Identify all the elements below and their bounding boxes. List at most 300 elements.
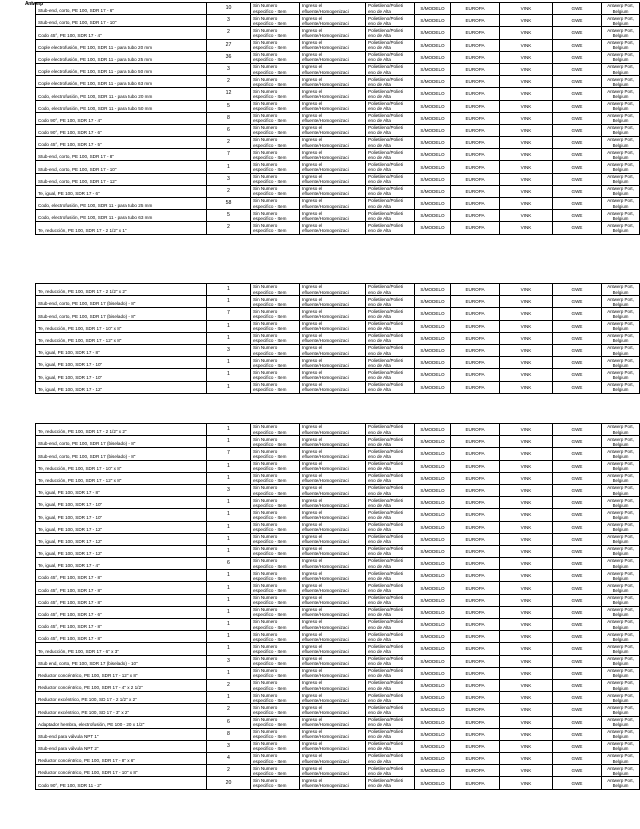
item-material bbox=[366, 521, 415, 533]
item-material-line-2: eno de Alta bbox=[368, 466, 391, 472]
item-description: Codo 45°, PE 100, SDR 17 - 8" bbox=[36, 631, 207, 643]
item-material-line-2: eno de Alta bbox=[368, 478, 391, 484]
item-brand: VINK bbox=[500, 381, 553, 393]
item-description: Stub end, corto, PE 100, SDR 17 (biselado) - 10" bbox=[36, 655, 207, 667]
item-quantity: 1 bbox=[207, 570, 251, 582]
table-row bbox=[36, 320, 640, 332]
item-use-line-1: Ingreso el bbox=[302, 680, 323, 686]
item-supplier: GWE bbox=[553, 357, 602, 369]
item-use-line-1: Ingreso el bbox=[302, 546, 323, 552]
item-model: S/MODELO bbox=[415, 436, 451, 448]
table-row bbox=[36, 63, 640, 75]
item-number-line-2: especifico - Item bbox=[253, 514, 287, 520]
item-description: Te, reducción, PE 100, SDR 17 - 12" x 8" bbox=[36, 472, 207, 484]
item-origin: EUROPA bbox=[451, 740, 500, 752]
item-port-line-1: Antwerp Port, bbox=[607, 497, 634, 503]
table-row bbox=[36, 76, 640, 88]
item-description: Codo, electrofusión, PE 100, SDR 11 - para tubo 25 mm bbox=[36, 198, 207, 210]
item-use bbox=[300, 76, 366, 88]
item-supplier: GWE bbox=[553, 704, 602, 716]
item-port bbox=[602, 655, 640, 667]
table-row bbox=[36, 497, 640, 509]
item-description: Stub-end, corto, PE 100, SDR 17 (biselado) - 8" bbox=[36, 308, 207, 320]
item-use bbox=[300, 320, 366, 332]
item-port-line-2: Belgium bbox=[612, 313, 629, 319]
item-number-line-2: especifico - Item bbox=[253, 734, 287, 740]
item-material-line-2: eno de Alta bbox=[368, 374, 391, 380]
item-port-line-2: Belgium bbox=[612, 215, 629, 221]
item-description: Stub-end, corto, PE 100, SDR 17 - 10" bbox=[36, 15, 207, 27]
item-port bbox=[602, 631, 640, 643]
item-origin: EUROPA bbox=[451, 39, 500, 51]
item-number bbox=[251, 765, 300, 777]
item-quantity: 3 bbox=[207, 740, 251, 752]
item-port-line-1: Antwerp Port, bbox=[607, 320, 634, 326]
item-use-line-1: Ingreso el bbox=[302, 357, 323, 363]
table-row bbox=[36, 509, 640, 521]
item-material bbox=[366, 497, 415, 509]
table-block-3 bbox=[35, 423, 634, 790]
item-use-line-2: efluente/Homogenizaci bbox=[302, 154, 349, 160]
table-row bbox=[36, 606, 640, 618]
item-description: Codo 45°, PE 100, SDR 17 - 8" bbox=[36, 619, 207, 631]
item-port bbox=[602, 460, 640, 472]
item-port-line-1: Antwerp Port, bbox=[607, 198, 634, 204]
item-supplier: GWE bbox=[553, 344, 602, 356]
items-table bbox=[35, 423, 640, 790]
item-number-line-1: Sin Numero bbox=[253, 320, 278, 326]
item-supplier: GWE bbox=[553, 320, 602, 332]
item-port-line-2: Belgium bbox=[612, 588, 629, 594]
item-use-line-2: efluente/Homogenizaci bbox=[302, 673, 349, 679]
item-brand: VINK bbox=[500, 631, 553, 643]
item-port bbox=[602, 15, 640, 27]
item-model: S/MODELO bbox=[415, 284, 451, 296]
item-supplier: GWE bbox=[553, 424, 602, 436]
item-origin: EUROPA bbox=[451, 210, 500, 222]
item-supplier: GWE bbox=[553, 509, 602, 521]
table-row bbox=[36, 679, 640, 691]
item-material bbox=[366, 222, 415, 234]
item-number-line-2: especifico - Item bbox=[253, 301, 287, 307]
item-port-line-1: Antwerp Port, bbox=[607, 15, 634, 21]
item-port bbox=[602, 777, 640, 789]
item-model: S/MODELO bbox=[415, 344, 451, 356]
item-use-line-1: Ingreso el bbox=[302, 39, 323, 45]
item-use-line-1: Ingreso el bbox=[302, 3, 323, 9]
item-number-line-1: Sin Numero bbox=[253, 125, 278, 131]
item-supplier: GWE bbox=[553, 332, 602, 344]
item-material-line-1: Polietileno/Polieti bbox=[368, 716, 403, 722]
item-material bbox=[366, 357, 415, 369]
item-supplier: GWE bbox=[553, 484, 602, 496]
item-description: Te, igual, PE 100, SDR 17 - 8" bbox=[36, 484, 207, 496]
item-number bbox=[251, 655, 300, 667]
item-port bbox=[602, 765, 640, 777]
item-use-line-2: efluente/Homogenizaci bbox=[302, 612, 349, 618]
item-port bbox=[602, 582, 640, 594]
item-number-line-2: especifico - Item bbox=[253, 57, 287, 63]
item-quantity: 2 bbox=[207, 27, 251, 39]
table-row bbox=[36, 424, 640, 436]
item-brand: VINK bbox=[500, 424, 553, 436]
item-use-line-2: efluente/Homogenizaci bbox=[302, 563, 349, 569]
item-material-line-1: Polietileno/Polieti bbox=[368, 619, 403, 625]
item-brand: VINK bbox=[500, 344, 553, 356]
item-material-line-2: eno de Alta bbox=[368, 191, 391, 197]
item-brand: VINK bbox=[500, 521, 553, 533]
item-port-line-2: Belgium bbox=[612, 45, 629, 51]
item-port-line-2: Belgium bbox=[612, 502, 629, 508]
item-material-line-2: eno de Alta bbox=[368, 20, 391, 26]
item-description: Reductor concéntrico, PE 100, SDR 17 - 4" x 2 1/2" bbox=[36, 679, 207, 691]
item-port-line-1: Antwerp Port, bbox=[607, 546, 634, 552]
item-port-line-1: Antwerp Port, bbox=[607, 186, 634, 192]
table-row bbox=[36, 716, 640, 728]
table-row bbox=[36, 753, 640, 765]
item-material-line-1: Polietileno/Polieti bbox=[368, 655, 403, 661]
item-supplier: GWE bbox=[553, 619, 602, 631]
item-number-line-1: Sin Numero bbox=[253, 210, 278, 216]
item-number-line-1: Sin Numero bbox=[253, 381, 278, 387]
item-supplier: GWE bbox=[553, 137, 602, 149]
item-port-line-1: Antwerp Port, bbox=[607, 424, 634, 430]
item-port bbox=[602, 728, 640, 740]
item-brand: VINK bbox=[500, 3, 553, 15]
item-material-line-2: eno de Alta bbox=[368, 142, 391, 148]
item-port-line-1: Antwerp Port, bbox=[607, 729, 634, 735]
item-number bbox=[251, 320, 300, 332]
item-material-line-1: Polietileno/Polieti bbox=[368, 3, 403, 9]
item-supplier: GWE bbox=[553, 39, 602, 51]
item-origin: EUROPA bbox=[451, 448, 500, 460]
item-material bbox=[366, 679, 415, 691]
item-origin: EUROPA bbox=[451, 124, 500, 136]
item-number bbox=[251, 753, 300, 765]
item-material-line-2: eno de Alta bbox=[368, 624, 391, 630]
item-port bbox=[602, 284, 640, 296]
item-number-line-1: Sin Numero bbox=[253, 436, 278, 442]
item-number bbox=[251, 76, 300, 88]
item-brand: VINK bbox=[500, 619, 553, 631]
item-number-line-1: Sin Numero bbox=[253, 765, 278, 771]
item-use-line-2: efluente/Homogenizaci bbox=[302, 57, 349, 63]
item-use-line-1: Ingreso el bbox=[302, 473, 323, 479]
item-description: Codo 90°, PE 100, SDR 17 - 4" bbox=[36, 112, 207, 124]
item-origin: EUROPA bbox=[451, 381, 500, 393]
item-number-line-2: especifico - Item bbox=[253, 227, 287, 233]
item-number-line-1: Sin Numero bbox=[253, 631, 278, 637]
item-brand: VINK bbox=[500, 137, 553, 149]
item-port-line-1: Antwerp Port, bbox=[607, 296, 634, 302]
table-row bbox=[36, 137, 640, 149]
item-port-line-1: Antwerp Port, bbox=[607, 595, 634, 601]
item-material-line-1: Polietileno/Polieti bbox=[368, 607, 403, 613]
item-description: Reductor excéntrico, PE 100, SD 17 - 3" x 2" bbox=[36, 704, 207, 716]
item-quantity: 7 bbox=[207, 308, 251, 320]
item-quantity: 1 bbox=[207, 594, 251, 606]
item-model: S/MODELO bbox=[415, 39, 451, 51]
item-quantity: 1 bbox=[207, 381, 251, 393]
item-number-line-1: Sin Numero bbox=[253, 174, 278, 180]
item-origin: EUROPA bbox=[451, 667, 500, 679]
item-brand: VINK bbox=[500, 667, 553, 679]
item-description: Reductor concéntrico, PE 100, SDR 17 - 12" x 8" bbox=[36, 667, 207, 679]
table-row bbox=[36, 765, 640, 777]
item-port bbox=[602, 545, 640, 557]
item-origin: EUROPA bbox=[451, 112, 500, 124]
item-port bbox=[602, 497, 640, 509]
item-material bbox=[366, 161, 415, 173]
item-material-line-2: eno de Alta bbox=[368, 8, 391, 14]
item-description: Reductor concéntrico, PE 100, SDR 17 - 8" x 6" bbox=[36, 753, 207, 765]
item-quantity: 1 bbox=[207, 692, 251, 704]
item-model: S/MODELO bbox=[415, 15, 451, 27]
item-brand: VINK bbox=[500, 460, 553, 472]
item-port-line-2: Belgium bbox=[612, 289, 629, 295]
item-port bbox=[602, 137, 640, 149]
item-brand: VINK bbox=[500, 332, 553, 344]
item-brand: VINK bbox=[500, 594, 553, 606]
item-model: S/MODELO bbox=[415, 558, 451, 570]
item-port-line-1: Antwerp Port, bbox=[607, 765, 634, 771]
item-number-line-2: especifico - Item bbox=[253, 661, 287, 667]
item-number-line-2: especifico - Item bbox=[253, 648, 287, 654]
item-material bbox=[366, 39, 415, 51]
item-use-line-2: efluente/Homogenizaci bbox=[302, 661, 349, 667]
item-use-line-1: Ingreso el bbox=[302, 729, 323, 735]
item-use bbox=[300, 606, 366, 618]
item-number-line-1: Sin Numero bbox=[253, 27, 278, 33]
item-number-line-2: especifico - Item bbox=[253, 8, 287, 14]
item-use bbox=[300, 124, 366, 136]
item-port bbox=[602, 558, 640, 570]
item-brand: VINK bbox=[500, 472, 553, 484]
item-use-line-1: Ingreso el bbox=[302, 125, 323, 131]
item-model: S/MODELO bbox=[415, 369, 451, 381]
item-port-line-1: Antwerp Port, bbox=[607, 619, 634, 625]
item-use-line-2: efluente/Homogenizaci bbox=[302, 502, 349, 508]
item-description: Te, igual, PE 100, SDR 17 - 12" bbox=[36, 545, 207, 557]
item-origin: EUROPA bbox=[451, 369, 500, 381]
item-brand: VINK bbox=[500, 533, 553, 545]
item-material bbox=[366, 369, 415, 381]
table-row bbox=[36, 692, 640, 704]
item-quantity: 1 bbox=[207, 161, 251, 173]
item-use-line-2: efluente/Homogenizaci bbox=[302, 130, 349, 136]
item-use-line-2: efluente/Homogenizaci bbox=[302, 600, 349, 606]
item-use-line-1: Ingreso el bbox=[302, 570, 323, 576]
item-model: S/MODELO bbox=[415, 716, 451, 728]
item-description: Stub-end, corto, PE 100, SDR 17 (biselado) - 8" bbox=[36, 436, 207, 448]
item-description: Te, igual, PE 100, SDR 17 - 10" bbox=[36, 369, 207, 381]
item-use-line-1: Ingreso el bbox=[302, 210, 323, 216]
item-number-line-2: especifico - Item bbox=[253, 783, 287, 789]
item-brand: VINK bbox=[500, 448, 553, 460]
item-use bbox=[300, 161, 366, 173]
item-port-line-1: Antwerp Port, bbox=[607, 741, 634, 747]
item-use-line-1: Ingreso el bbox=[302, 284, 323, 290]
item-model: S/MODELO bbox=[415, 533, 451, 545]
item-number bbox=[251, 692, 300, 704]
item-use bbox=[300, 51, 366, 63]
item-number bbox=[251, 284, 300, 296]
item-model: S/MODELO bbox=[415, 594, 451, 606]
item-use bbox=[300, 381, 366, 393]
item-number-line-1: Sin Numero bbox=[253, 100, 278, 106]
item-number-line-1: Sin Numero bbox=[253, 680, 278, 686]
item-port-line-2: Belgium bbox=[612, 130, 629, 136]
item-number bbox=[251, 185, 300, 197]
item-use-line-1: Ingreso el bbox=[302, 521, 323, 527]
item-material bbox=[366, 15, 415, 27]
item-brand: VINK bbox=[500, 357, 553, 369]
item-port-line-1: Antwerp Port, bbox=[607, 39, 634, 45]
item-brand: VINK bbox=[500, 124, 553, 136]
item-model: S/MODELO bbox=[415, 777, 451, 789]
item-brand: VINK bbox=[500, 582, 553, 594]
item-material-line-1: Polietileno/Polieti bbox=[368, 88, 403, 94]
item-port-line-1: Antwerp Port, bbox=[607, 284, 634, 290]
item-quantity: 1 bbox=[207, 631, 251, 643]
item-number bbox=[251, 558, 300, 570]
item-port bbox=[602, 509, 640, 521]
item-number-line-2: especifico - Item bbox=[253, 539, 287, 545]
item-number-line-2: especifico - Item bbox=[253, 722, 287, 728]
item-brand: VINK bbox=[500, 161, 553, 173]
item-use bbox=[300, 728, 366, 740]
item-use-line-2: efluente/Homogenizaci bbox=[302, 453, 349, 459]
item-brand: VINK bbox=[500, 173, 553, 185]
item-use-line-2: efluente/Homogenizaci bbox=[302, 575, 349, 581]
item-brand: VINK bbox=[500, 308, 553, 320]
item-use-line-2: efluente/Homogenizaci bbox=[302, 758, 349, 764]
item-number-line-2: especifico - Item bbox=[253, 326, 287, 332]
item-brand: VINK bbox=[500, 436, 553, 448]
item-port-line-2: Belgium bbox=[612, 697, 629, 703]
item-port-line-2: Belgium bbox=[612, 191, 629, 197]
item-port bbox=[602, 100, 640, 112]
item-use-line-2: efluente/Homogenizaci bbox=[302, 722, 349, 728]
item-material bbox=[366, 558, 415, 570]
item-number-line-2: especifico - Item bbox=[253, 45, 287, 51]
item-material bbox=[366, 76, 415, 88]
item-brand: VINK bbox=[500, 39, 553, 51]
item-origin: EUROPA bbox=[451, 533, 500, 545]
item-material-line-1: Polietileno/Polieti bbox=[368, 186, 403, 192]
item-use-line-1: Ingreso el bbox=[302, 619, 323, 625]
item-number-line-1: Sin Numero bbox=[253, 137, 278, 143]
item-brand: VINK bbox=[500, 484, 553, 496]
item-port-line-1: Antwerp Port, bbox=[607, 174, 634, 180]
item-material-line-1: Polietileno/Polieti bbox=[368, 210, 403, 216]
item-supplier: GWE bbox=[553, 655, 602, 667]
item-port bbox=[602, 161, 640, 173]
item-material-line-2: eno de Alta bbox=[368, 734, 391, 740]
item-number-line-2: especifico - Item bbox=[253, 636, 287, 642]
item-port-line-2: Belgium bbox=[612, 106, 629, 112]
item-use bbox=[300, 497, 366, 509]
item-use bbox=[300, 210, 366, 222]
item-number-line-2: especifico - Item bbox=[253, 20, 287, 26]
item-supplier: GWE bbox=[553, 448, 602, 460]
item-port-line-1: Antwerp Port, bbox=[607, 534, 634, 540]
item-material bbox=[366, 198, 415, 210]
item-material bbox=[366, 173, 415, 185]
item-number bbox=[251, 39, 300, 51]
item-port-line-2: Belgium bbox=[612, 648, 629, 654]
item-number-line-1: Sin Numero bbox=[253, 619, 278, 625]
item-material-line-1: Polietileno/Polieti bbox=[368, 643, 403, 649]
item-number-line-2: especifico - Item bbox=[253, 350, 287, 356]
item-description: Stub-end para válvula NPT 1" bbox=[36, 728, 207, 740]
item-origin: EUROPA bbox=[451, 643, 500, 655]
item-origin: EUROPA bbox=[451, 357, 500, 369]
table-row bbox=[36, 284, 640, 296]
item-material-line-1: Polietileno/Polieti bbox=[368, 582, 403, 588]
item-use bbox=[300, 716, 366, 728]
item-port-line-1: Antwerp Port, bbox=[607, 100, 634, 106]
item-description: Codo 45°, PE 100, SDR 17 - 8" bbox=[36, 594, 207, 606]
item-supplier: GWE bbox=[553, 88, 602, 100]
item-material bbox=[366, 460, 415, 472]
item-model: S/MODELO bbox=[415, 667, 451, 679]
item-material bbox=[366, 424, 415, 436]
item-brand: VINK bbox=[500, 296, 553, 308]
item-material-line-1: Polietileno/Polieti bbox=[368, 680, 403, 686]
item-origin: EUROPA bbox=[451, 679, 500, 691]
item-model: S/MODELO bbox=[415, 308, 451, 320]
item-material-line-1: Polietileno/Polieti bbox=[368, 369, 403, 375]
item-use bbox=[300, 284, 366, 296]
item-use-line-2: efluente/Homogenizaci bbox=[302, 227, 349, 233]
item-quantity: 1 bbox=[207, 436, 251, 448]
item-description: Te, reducción, PE 100, SDR 17 - 2 1/2" x 1" bbox=[36, 222, 207, 234]
item-port bbox=[602, 222, 640, 234]
item-origin: EUROPA bbox=[451, 497, 500, 509]
item-use bbox=[300, 765, 366, 777]
item-material-line-2: eno de Alta bbox=[368, 502, 391, 508]
items-table bbox=[35, 283, 640, 394]
table-row bbox=[36, 533, 640, 545]
item-port-line-1: Antwerp Port, bbox=[607, 570, 634, 576]
item-use-line-2: efluente/Homogenizaci bbox=[302, 106, 349, 112]
item-material bbox=[366, 509, 415, 521]
item-port bbox=[602, 643, 640, 655]
item-number-line-1: Sin Numero bbox=[253, 198, 278, 204]
item-port-line-2: Belgium bbox=[612, 203, 629, 209]
item-port-line-2: Belgium bbox=[612, 661, 629, 667]
item-number-line-1: Sin Numero bbox=[253, 161, 278, 167]
item-number-line-1: Sin Numero bbox=[253, 460, 278, 466]
item-material-line-2: eno de Alta bbox=[368, 539, 391, 545]
item-number bbox=[251, 619, 300, 631]
item-description: Codo 45°, PE 100, SDR 17 - 8" bbox=[36, 582, 207, 594]
item-origin: EUROPA bbox=[451, 332, 500, 344]
item-supplier: GWE bbox=[553, 284, 602, 296]
item-model: S/MODELO bbox=[415, 582, 451, 594]
item-model: S/MODELO bbox=[415, 296, 451, 308]
item-supplier: GWE bbox=[553, 173, 602, 185]
table-row bbox=[36, 704, 640, 716]
item-use-line-2: efluente/Homogenizaci bbox=[302, 350, 349, 356]
item-supplier: GWE bbox=[553, 381, 602, 393]
item-use bbox=[300, 100, 366, 112]
item-port-line-2: Belgium bbox=[612, 338, 629, 344]
item-use-line-1: Ingreso el bbox=[302, 100, 323, 106]
item-number-line-1: Sin Numero bbox=[253, 546, 278, 552]
item-port-line-2: Belgium bbox=[612, 673, 629, 679]
